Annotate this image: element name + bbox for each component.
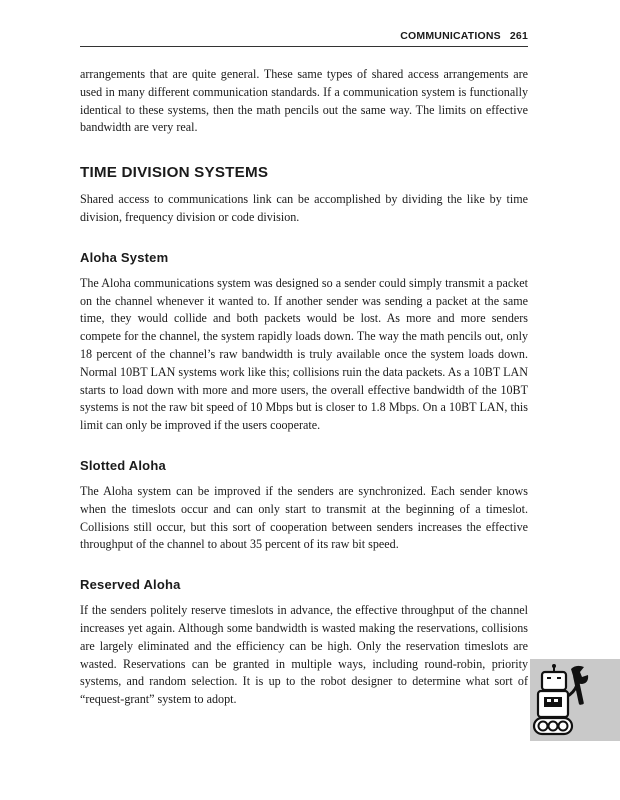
page-body bbox=[80, 66, 528, 709]
subsection-heading-aloha: Aloha System bbox=[80, 249, 169, 265]
subsection-heading-reserved-aloha: Reserved Aloha bbox=[80, 577, 181, 593]
robot-with-wrench-icon bbox=[532, 663, 602, 737]
section-heading: TIME DIVISION SYSTEMS bbox=[80, 164, 269, 182]
intro-paragraph: arrangements that are quite general. These same types of shared access arrangements are used in many different communication standards. If a communication system is functionally identical to these systems, then the math pencils out the same way. The limits on effective bandwidth are very real. bbox=[80, 67, 528, 135]
running-header bbox=[80, 30, 528, 47]
subsection-paragraph-aloha: The Aloha communications system was designed so a sender could simply transmit a packet on the channel whenever it wanted to. If another sender was sending a packet at the same time, they would collide and both packets would be lost. As more and more senders compete for the channel, the system rapidly loads down. The way the math pencils out, only 18 percent of the channel’s raw bandwidth is truly available once the system loads down. Normal 10BT LAN systems work like this; collisions ruin the data packets. As a 10BT LAN starts to load down with more and more users, the overall effective bandwidth of the 10BT systems is not the raw bit speed of 10 Mbps but is closer to 1.8 Mbps. On a 10BT LAN, this limit can only be improved if the users cooperate. bbox=[80, 275, 528, 433]
subsection-heading-slotted-aloha: Slotted Aloha bbox=[80, 457, 166, 473]
subsection-paragraph-reserved-aloha: If the senders politely reserve timeslots in advance, the effective throughput of the channel increases yet again. Although some bandwidth is wasted making the reservations, collisions are largely eliminated and the efficiency can be high. Only the reservation timeslots are wasted. Reservations can be granted in multiple ways, including round-robin, priority systems, and random selection. It is up to the robot designer to determine what sort of “request-grant” system to adopt. bbox=[80, 603, 528, 707]
header-section-title: COMMUNICATIONS bbox=[400, 30, 501, 42]
subsection-paragraph-slotted-aloha: The Aloha system can be improved if the senders are synchronized. Each sender knows when the timeslots occur and can only start to transmit at the beginning of a timeslot. Collisions still occur, but this sort of cooperation between senders increases the effective throughput of the channel to about 35 percent of its raw bit speed. bbox=[80, 483, 528, 552]
page-number: 261 bbox=[509, 30, 528, 42]
section-paragraph: Shared access to communications link can be accomplished by dividing the like by time division, frequency division or code division. bbox=[80, 192, 528, 224]
